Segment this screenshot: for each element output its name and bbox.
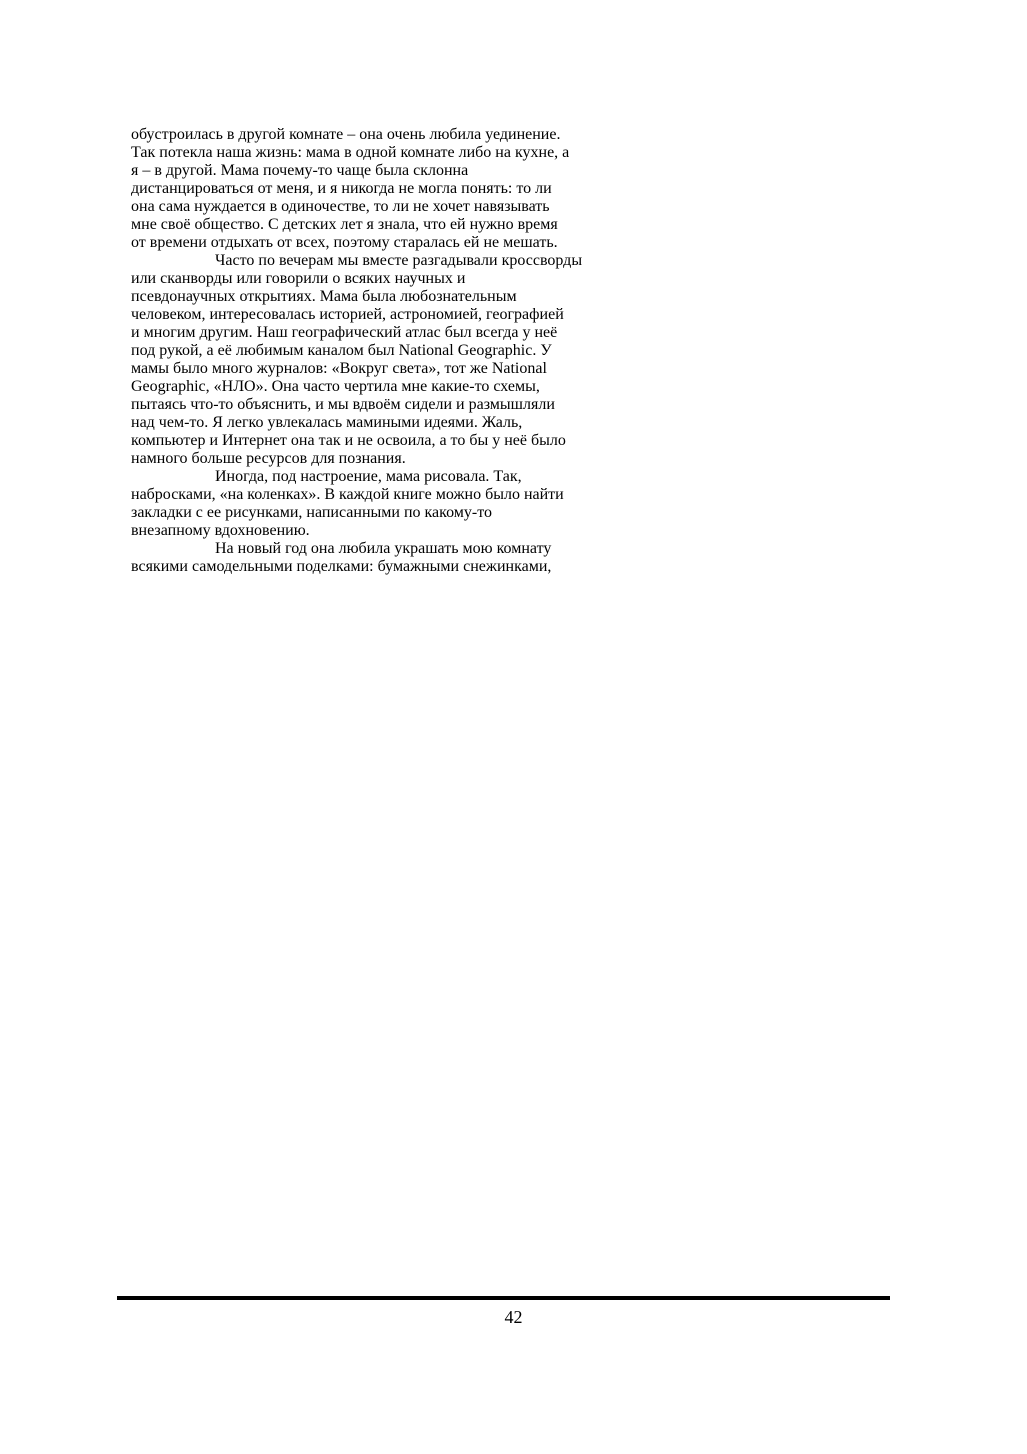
- text-line: дистанцироваться от меня, и я никогда не могла понять: то ли: [131, 180, 552, 197]
- page-number: 42: [504, 1307, 523, 1327]
- text-line: всякими самодельными поделками: бумажными снежинками,: [131, 558, 552, 575]
- text-line: мне своё общество. С детских лет я знала, что ей нужно время: [131, 216, 558, 233]
- text-line: намного больше ресурсов для познания.: [131, 450, 406, 467]
- text-line: псевдонаучных открытиях. Мама была любознательным: [131, 288, 517, 305]
- text-line: набросками, «на коленках». В каждой книге можно было найти: [131, 486, 564, 503]
- paragraph-continuation: [131, 126, 880, 252]
- text-line: закладки с ее рисунками, написанными по какому-то: [131, 504, 493, 521]
- text-line: мамы было много журналов: «Вокруг света», тот же National: [131, 360, 547, 377]
- paragraph-mother-drawing: [131, 468, 880, 540]
- text-line: я – в другой. Мама почему-то чаще была склонна: [131, 162, 469, 179]
- text-line: Так потекла наша жизнь: мама в одной комнате либо на кухне, а: [131, 144, 570, 161]
- text-line: Иногда, под настроение, мама рисовала. Так,: [215, 468, 522, 485]
- text-line: пытаясь что-то объяснить, и мы вдвоём сидели и размышляли: [131, 396, 555, 413]
- paragraph-evenings-crosswords: [131, 252, 880, 468]
- text-line: она сама нуждается в одиночестве, то ли не хочет навязывать: [131, 198, 550, 215]
- text-line: Часто по вечерам мы вместе разгадывали кроссворды: [215, 252, 583, 269]
- text-line: Geographic, «НЛО». Она часто чертила мне какие-то схемы,: [131, 378, 540, 395]
- text-line: компьютер и Интернет она так и не освоила, а то бы у неё было: [131, 432, 566, 449]
- text-line: или сканворды или говорили о всяких научных и: [131, 270, 466, 287]
- text-line: над чем-то. Я легко увлекалась мамиными идеями. Жаль,: [131, 414, 523, 431]
- text-line: внезапному вдохновению.: [131, 522, 310, 539]
- text-line: и многим другим. Наш географический атлас был всегда у неё: [131, 324, 558, 341]
- paragraph-new-year: [131, 540, 880, 576]
- text-line: под рукой, а её любимым каналом был National Geographic. У: [131, 342, 552, 359]
- text-line: человеком, интересовалась историей, астрономией, географией: [131, 306, 564, 323]
- text-line: обустроилась в другой комнате – она очень любила уединение.: [131, 126, 561, 143]
- text-line: от времени отдыхать от всех, поэтому старалась ей не мешать.: [131, 234, 558, 251]
- footer-separator-rule: [117, 1296, 890, 1300]
- page-body-text: [131, 126, 880, 576]
- text-line: На новый год она любила украшать мою комнату: [215, 540, 552, 557]
